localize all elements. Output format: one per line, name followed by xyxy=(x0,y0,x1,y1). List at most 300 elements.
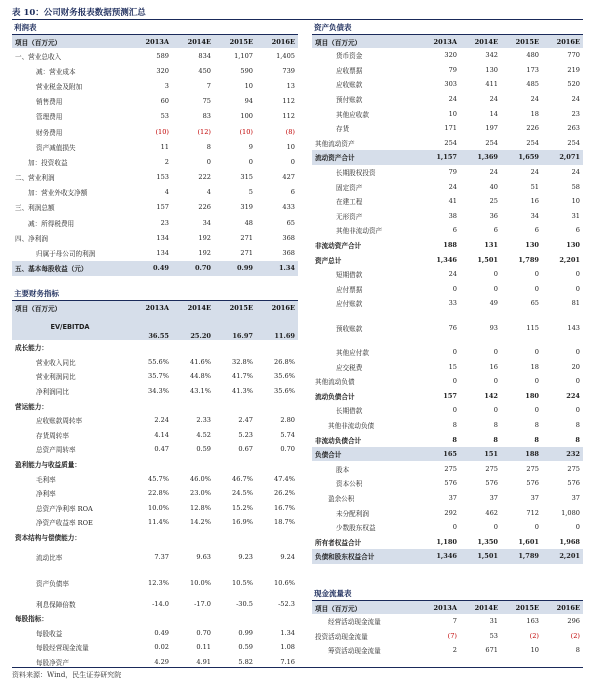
cash-flow-panel xyxy=(312,588,583,658)
cell-value: 47.4% xyxy=(274,474,295,483)
row-label: 所有者权益合计 xyxy=(315,538,362,547)
cell-value: 197 xyxy=(485,124,498,133)
cell-value: 0 xyxy=(534,270,539,279)
cell-value: 11.4% xyxy=(148,518,169,527)
cell-value: 153 xyxy=(156,173,169,182)
cell-value: 9.24 xyxy=(280,553,295,562)
cell-value: 6 xyxy=(290,188,295,197)
cell-value: 8 xyxy=(452,435,457,444)
cell-value: 1,601 xyxy=(518,537,539,546)
row-label: 营业利润同比 xyxy=(36,373,76,382)
table-header-row xyxy=(312,601,583,614)
cell-value: 18 xyxy=(530,362,539,371)
cell-value: 0 xyxy=(452,406,457,415)
cell-value: 112 xyxy=(282,97,295,106)
row-label: 每股指标： xyxy=(15,615,48,624)
cell-value: 7.37 xyxy=(154,553,169,562)
top-divider xyxy=(12,19,583,20)
cell-value: 10.5% xyxy=(232,579,253,588)
cell-value: 1,080 xyxy=(561,508,580,517)
column-header: 2013A xyxy=(128,35,172,48)
row-label: 资产负债率 xyxy=(36,580,69,589)
cell-value: 4.52 xyxy=(196,430,211,439)
cell-value: 1,405 xyxy=(276,51,295,60)
cell-value: 10 xyxy=(286,142,295,151)
cell-value: 83 xyxy=(202,112,211,121)
row-label: 资产总计 xyxy=(315,256,342,265)
cell-value: 1,107 xyxy=(234,51,253,60)
cell-value: 33 xyxy=(448,299,457,308)
cell-value: 1.34 xyxy=(256,261,298,276)
cell-value: 0 xyxy=(534,284,539,293)
cell-value: 24 xyxy=(448,270,457,279)
cell-value: 462 xyxy=(485,508,498,517)
cell-value: 43.1% xyxy=(190,387,211,396)
cell-value: 1,789 xyxy=(518,255,539,264)
cell-value: 36 xyxy=(489,211,498,220)
cell-value: (2) xyxy=(529,631,539,640)
table-row xyxy=(12,48,298,63)
balance-sheet-panel xyxy=(312,22,583,564)
column-header: 2013A xyxy=(128,301,172,314)
cell-value: 5 xyxy=(248,188,253,197)
row-label: 流动负债合计 xyxy=(315,392,355,401)
cell-value: 222 xyxy=(198,173,211,182)
cell-value: 0 xyxy=(493,347,498,356)
cell-value: 1.34 xyxy=(280,628,295,637)
cell-value: 14.2% xyxy=(190,518,211,527)
cell-value: 76 xyxy=(448,323,457,332)
cell-value: 171 xyxy=(444,124,457,133)
cell-value: 130 xyxy=(485,65,498,74)
column-header: 2013A xyxy=(419,601,460,614)
cell-value: 34 xyxy=(202,218,211,227)
cell-value: 254 xyxy=(526,138,539,147)
cell-value: 2 xyxy=(452,646,457,655)
cell-value: 41.7% xyxy=(232,372,253,381)
cell-value: 53 xyxy=(160,112,169,121)
row-label: 长期借款 xyxy=(336,407,363,416)
table-row xyxy=(12,185,298,200)
cell-value: 4 xyxy=(164,188,169,197)
cell-value: 480 xyxy=(526,51,539,60)
cell-value: 143 xyxy=(567,323,580,332)
cell-value: 9 xyxy=(248,142,253,151)
table-row xyxy=(312,447,583,462)
table-row xyxy=(12,501,298,516)
cell-value: 520 xyxy=(567,80,580,89)
row-label: 销售费用 xyxy=(36,98,63,107)
cell-value: 2.24 xyxy=(154,416,169,425)
cell-value: 15 xyxy=(448,362,457,371)
row-label: 减：所得税费用 xyxy=(28,219,75,228)
row-label: 在建工程 xyxy=(336,198,363,207)
table-row xyxy=(12,154,298,169)
cell-value: 10 xyxy=(448,109,457,118)
table-row xyxy=(12,428,298,443)
row-label: 短期借款 xyxy=(336,271,363,280)
cell-value: 60 xyxy=(160,97,169,106)
cell-value: 411 xyxy=(485,80,498,89)
cell-value: 16.9% xyxy=(232,518,253,527)
cell-value xyxy=(172,530,214,545)
cell-value: 35.6% xyxy=(274,372,295,381)
bottom-divider xyxy=(12,667,583,668)
cell-value: 6 xyxy=(452,226,457,235)
cell-value: 24 xyxy=(571,95,580,104)
table-row xyxy=(12,626,298,641)
cell-value xyxy=(214,611,256,626)
cell-value: 9.23 xyxy=(238,553,253,562)
cell-value: 5.23 xyxy=(238,430,253,439)
cashflow-section-title: 现金流量表 xyxy=(312,588,583,601)
table-row xyxy=(12,369,298,384)
cell-value: 0 xyxy=(534,523,539,532)
table-row xyxy=(12,78,298,93)
cell-value: 275 xyxy=(485,464,498,473)
cell-value: 0 xyxy=(493,406,498,415)
cell-value: 32.8% xyxy=(232,357,253,366)
cell-value: 16 xyxy=(530,197,539,206)
table-row xyxy=(12,314,298,340)
cell-value: 34.3% xyxy=(148,387,169,396)
cell-value: 131 xyxy=(484,241,498,250)
cell-value: 0.70 xyxy=(172,261,214,276)
cell-value: 10 xyxy=(530,646,539,655)
cell-value: 31 xyxy=(571,211,580,220)
cell-value: 45.7% xyxy=(148,474,169,483)
row-label: 其他流动资产 xyxy=(315,139,355,148)
cell-value: 8 xyxy=(575,420,580,429)
cell-value: 263 xyxy=(567,124,580,133)
table-row xyxy=(12,63,298,78)
cell-value: 4 xyxy=(206,188,211,197)
cell-value: 8 xyxy=(206,142,211,151)
cell-value: 254 xyxy=(485,138,498,147)
cell-value: 1,501 xyxy=(460,549,501,564)
row-label: 其他应收款 xyxy=(336,110,369,119)
cell-value: 23.0% xyxy=(190,489,211,498)
cell-value: 0 xyxy=(206,157,211,166)
cell-value: 0.02 xyxy=(154,643,169,652)
cell-value: 37 xyxy=(489,493,498,502)
table-header-row xyxy=(12,301,298,314)
row-label: 预付账款 xyxy=(336,96,363,105)
cell-value: 0 xyxy=(452,377,457,386)
table-row xyxy=(12,245,298,260)
row-label: 其他非流动资产 xyxy=(336,227,383,236)
row-label: 盈余公积 xyxy=(328,494,355,503)
cell-value: 157 xyxy=(443,391,457,400)
cell-value: 81 xyxy=(571,299,580,308)
cell-value: 41 xyxy=(448,197,457,206)
cell-value: 44.8% xyxy=(190,372,211,381)
cell-value: 0 xyxy=(493,284,498,293)
cell-value: 0 xyxy=(290,157,295,166)
cell-value xyxy=(256,398,298,413)
cell-value xyxy=(172,611,214,626)
cell-value: 24.5% xyxy=(232,489,253,498)
cell-value: 65 xyxy=(530,299,539,308)
cell-value: 2,201 xyxy=(559,255,580,264)
cell-value: 2.33 xyxy=(196,416,211,425)
cell-value: 739 xyxy=(282,66,295,75)
cell-value: 53 xyxy=(489,631,498,640)
row-label: 管理费用 xyxy=(36,113,63,122)
table-row xyxy=(12,486,298,501)
cell-value: 2.80 xyxy=(280,416,295,425)
cell-value: 576 xyxy=(444,479,457,488)
cell-value: 5.82 xyxy=(238,657,253,666)
cell-value: 1,180 xyxy=(436,537,457,546)
cell-value: 15.2% xyxy=(232,503,253,512)
cell-value: 2,071 xyxy=(542,150,583,165)
cell-value: 0 xyxy=(452,284,457,293)
cell-value xyxy=(214,457,256,472)
cashflow-table xyxy=(312,601,583,658)
table-row xyxy=(12,515,298,530)
cell-value: 590 xyxy=(240,66,253,75)
column-header: 2015E xyxy=(501,35,542,48)
cell-value: 6 xyxy=(575,226,580,235)
cell-value: 48 xyxy=(244,218,253,227)
row-label: 五、基本每股收益（元） xyxy=(12,261,128,276)
cell-value: 23 xyxy=(160,218,169,227)
cell-value: 1,968 xyxy=(559,537,580,546)
cell-value: 3 xyxy=(164,81,169,90)
table-row xyxy=(12,355,298,370)
row-label: 其他非流动负债 xyxy=(328,421,375,430)
cell-value: 165 xyxy=(419,447,460,462)
cell-value: 320 xyxy=(444,51,457,60)
cell-value: 10.6% xyxy=(274,579,295,588)
cell-value: 24 xyxy=(448,182,457,191)
cell-value: 46.7% xyxy=(232,474,253,483)
cell-value: 0 xyxy=(534,406,539,415)
cell-value: 589 xyxy=(156,51,169,60)
table-row xyxy=(12,340,298,355)
cell-value: 25 xyxy=(489,197,498,206)
row-label: 总资产周转率 xyxy=(36,446,76,455)
cell-value: 1,369 xyxy=(460,150,501,165)
ratios-section-title: 主要财务指标 xyxy=(12,288,298,301)
income-table xyxy=(12,35,298,276)
balance-table xyxy=(312,35,583,564)
cell-value: 2.47 xyxy=(238,416,253,425)
cell-value: 275 xyxy=(567,464,580,473)
cell-value xyxy=(128,530,172,545)
row-label: 毛利率 xyxy=(36,475,56,484)
cell-value: 8 xyxy=(575,646,580,655)
cell-value: 2 xyxy=(164,157,169,166)
column-header: 项目（百万元） xyxy=(12,301,128,314)
table-row xyxy=(312,121,583,136)
cell-value: -30.5 xyxy=(236,599,253,608)
cell-value: (2) xyxy=(570,631,580,640)
cell-value: 18 xyxy=(530,109,539,118)
row-label: 净利率 xyxy=(36,490,56,499)
cell-value xyxy=(172,340,214,355)
cell-value: 0 xyxy=(575,377,580,386)
cell-value: 55.6% xyxy=(148,357,169,366)
row-label: 每股净资产 xyxy=(36,658,69,667)
table-row xyxy=(312,267,583,282)
row-label: 长期股权投资 xyxy=(336,169,376,178)
cell-value: 254 xyxy=(444,138,457,147)
column-header: 2014E xyxy=(172,35,214,48)
row-label: 应付账款 xyxy=(336,300,363,309)
cell-value: 35.7% xyxy=(148,372,169,381)
page-title: 表 10：公司财务报表数据预测汇总 xyxy=(12,8,146,18)
table-row xyxy=(12,471,298,486)
column-header: 2015E xyxy=(501,601,542,614)
cell-value: 134 xyxy=(156,233,169,242)
cell-value: 320 xyxy=(156,66,169,75)
cell-value: 75 xyxy=(202,97,211,106)
cell-value xyxy=(256,611,298,626)
cell-value: 0 xyxy=(493,270,498,279)
cell-value: 6 xyxy=(493,226,498,235)
cell-value: 35.6% xyxy=(274,387,295,396)
cell-value: 0.67 xyxy=(238,445,253,454)
cell-value: 0 xyxy=(575,270,580,279)
cell-value: 37 xyxy=(448,493,457,502)
table-row xyxy=(12,570,298,596)
column-header: 项目（百万元） xyxy=(12,35,128,48)
table-row xyxy=(312,505,583,520)
cell-value: 8 xyxy=(534,420,539,429)
row-label: 非流动资产合计 xyxy=(315,242,362,251)
cell-value: 4.91 xyxy=(196,657,211,666)
table-row xyxy=(312,165,583,180)
cell-value: 450 xyxy=(198,66,211,75)
cell-value: 1,346 xyxy=(419,549,460,564)
cell-value: (7) xyxy=(447,631,457,640)
table-row xyxy=(12,442,298,457)
row-label: 资产减值损失 xyxy=(36,143,76,152)
cell-value: 1,157 xyxy=(419,150,460,165)
table-row xyxy=(312,296,583,311)
cell-value: 1,501 xyxy=(477,255,498,264)
cell-value: (8) xyxy=(285,127,295,136)
row-label: 每股收益 xyxy=(36,629,63,638)
row-label: 少数股东权益 xyxy=(336,524,376,533)
table-row xyxy=(312,209,583,224)
cell-value: 14 xyxy=(489,109,498,118)
cell-value: 224 xyxy=(566,391,580,400)
row-label: 无形资产 xyxy=(336,212,363,221)
table-row xyxy=(312,92,583,107)
row-label: 营运能力： xyxy=(15,402,48,411)
cell-value: 26.2% xyxy=(274,489,295,498)
cell-value: 8 xyxy=(534,435,539,444)
row-label: 三、利润总额 xyxy=(15,204,55,213)
cell-value: 10 xyxy=(571,197,580,206)
row-label: EV/EBITDA xyxy=(12,314,128,340)
cell-value: 303 xyxy=(444,80,457,89)
cell-value: -14.0 xyxy=(152,599,169,608)
cell-value: 0 xyxy=(575,523,580,532)
cell-value: 130 xyxy=(525,241,539,250)
cell-value: 16.97 xyxy=(214,314,256,340)
cell-value: -52.3 xyxy=(278,599,295,608)
cell-value: 24 xyxy=(530,168,539,177)
row-label: 应收账款 xyxy=(336,81,363,90)
table-row xyxy=(12,640,298,655)
row-label: 负债合计 xyxy=(312,447,419,462)
cell-value: 0 xyxy=(534,377,539,386)
row-label: 财务费用 xyxy=(36,128,63,137)
cell-value: 0 xyxy=(493,523,498,532)
row-label: 净利润同比 xyxy=(36,388,69,397)
cell-value xyxy=(128,340,172,355)
cell-value: 0 xyxy=(575,347,580,356)
row-label: 股本 xyxy=(336,465,350,474)
table-row xyxy=(312,77,583,92)
cell-value: -17.0 xyxy=(194,599,211,608)
table-row xyxy=(312,643,583,658)
table-row xyxy=(12,170,298,185)
cell-value: 24 xyxy=(448,95,457,104)
cell-value: 20 xyxy=(571,362,580,371)
cell-value: 0.70 xyxy=(196,628,211,637)
cell-value: 65 xyxy=(286,218,295,227)
cell-value: 0 xyxy=(248,157,253,166)
table-row xyxy=(12,530,298,545)
cell-value xyxy=(172,398,214,413)
column-header: 2014E xyxy=(172,301,214,314)
cell-value: 7.16 xyxy=(280,657,295,666)
row-label: 货币资金 xyxy=(336,52,363,61)
ratios-table xyxy=(12,301,298,669)
row-label: 加：投资收益 xyxy=(28,158,68,167)
cell-value: 7 xyxy=(206,81,211,90)
column-header: 2014E xyxy=(460,35,501,48)
cell-value: 188 xyxy=(501,447,542,462)
table-row xyxy=(312,491,583,506)
table-row xyxy=(312,311,583,345)
cell-value: 232 xyxy=(542,447,583,462)
cell-value: 0.59 xyxy=(196,445,211,454)
cell-value: 0.49 xyxy=(154,628,169,637)
cell-value: 770 xyxy=(567,51,580,60)
table-row xyxy=(12,261,298,276)
cell-value: 576 xyxy=(485,479,498,488)
row-label: 应收账款周转率 xyxy=(36,417,83,426)
cell-value: 49 xyxy=(489,299,498,308)
cell-value: 112 xyxy=(282,112,295,121)
table-row xyxy=(312,461,583,476)
cell-value: 18.7% xyxy=(274,518,295,527)
row-label: 盈利能力与收益质量： xyxy=(15,461,81,470)
row-label: 存货周转率 xyxy=(36,431,69,440)
cell-value: 4.29 xyxy=(154,657,169,666)
row-label: 其他流动负债 xyxy=(315,378,355,387)
cell-value: 427 xyxy=(282,173,295,182)
table-row xyxy=(12,384,298,399)
cell-value: 433 xyxy=(282,203,295,212)
cell-value: 24 xyxy=(489,95,498,104)
table-row xyxy=(12,109,298,124)
column-header: 2014E xyxy=(460,601,501,614)
row-label: 总资产净利率 ROA xyxy=(36,504,93,513)
table-row xyxy=(312,403,583,418)
cell-value: 192 xyxy=(198,249,211,258)
cell-value: 0.49 xyxy=(128,261,172,276)
column-header: 2016E xyxy=(542,35,583,48)
cell-value: 275 xyxy=(444,464,457,473)
cell-value: 0 xyxy=(534,347,539,356)
